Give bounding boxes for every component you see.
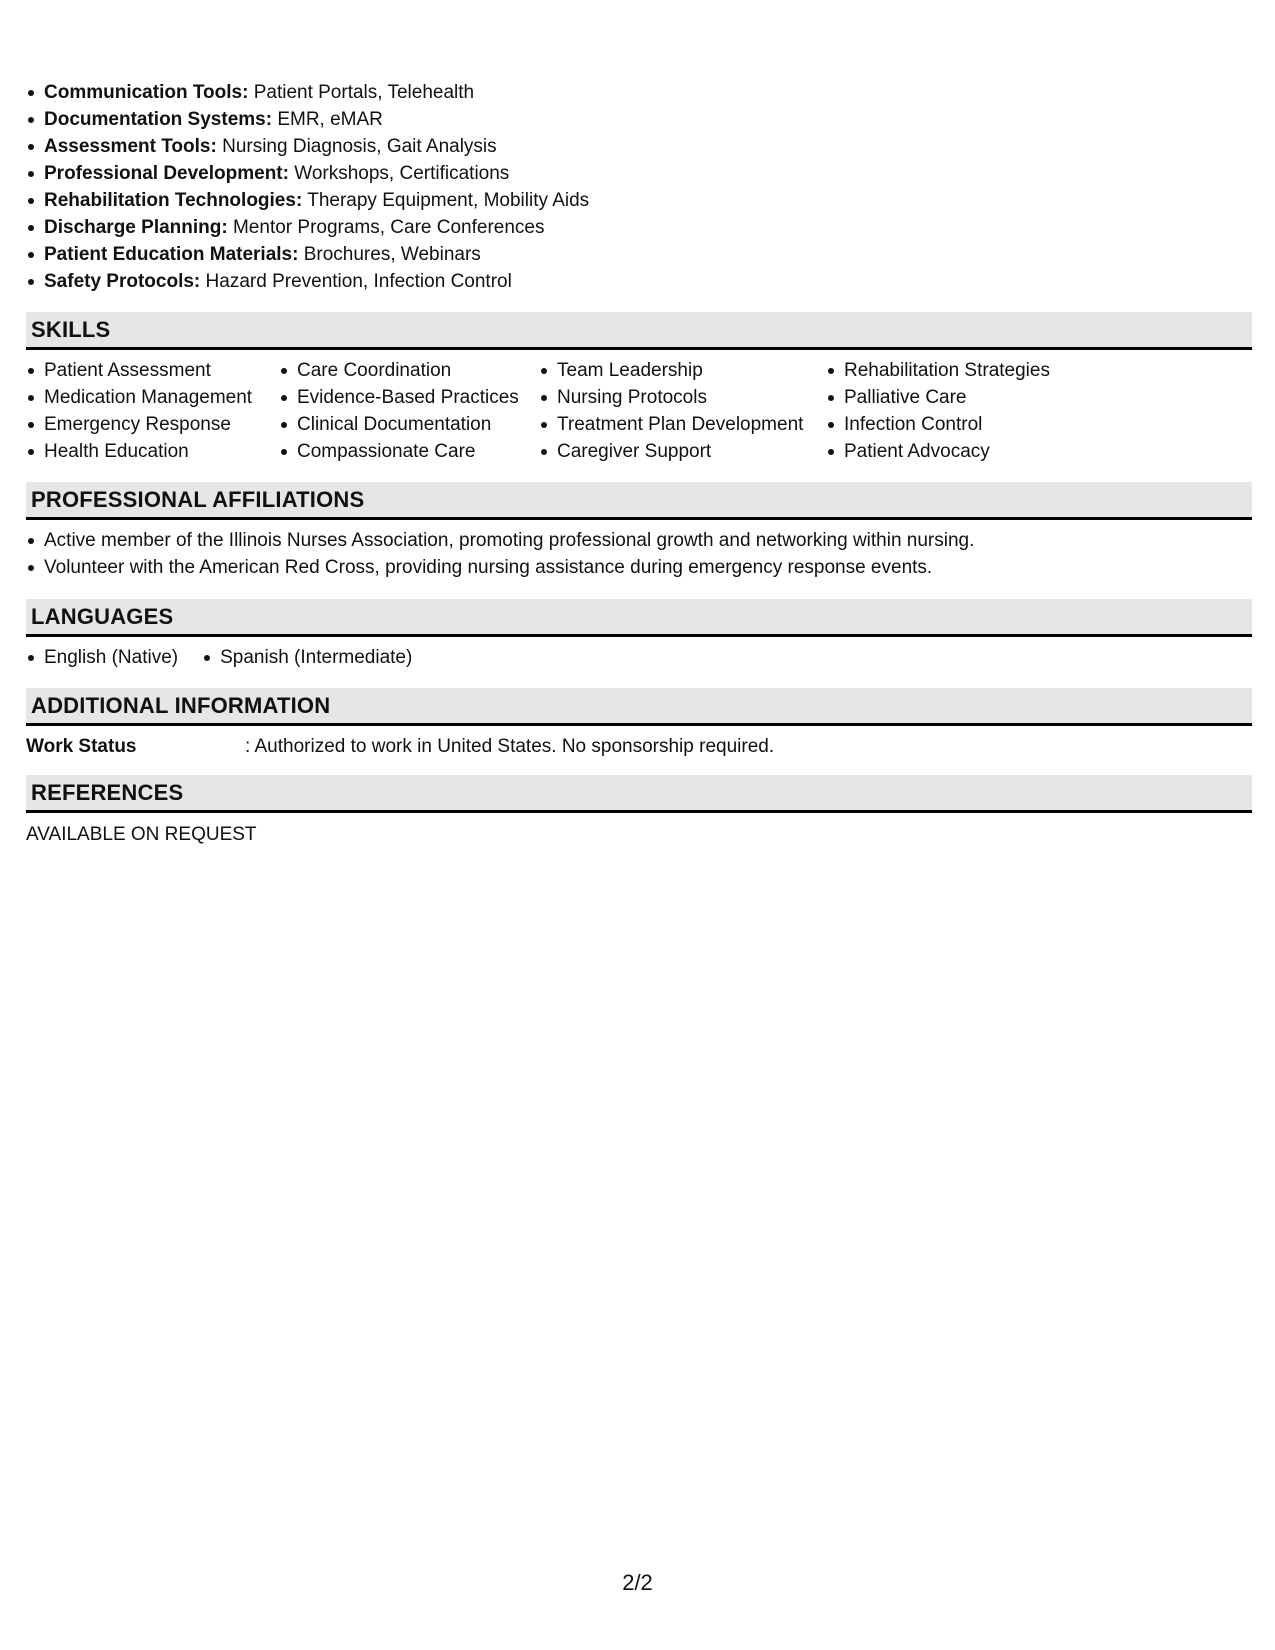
skills-column [826,357,1050,465]
list-item: Spanish (Intermediate) [202,644,412,671]
list-item: Clinical Documentation [279,411,519,438]
references-text: AVAILABLE ON REQUEST [26,824,257,845]
page-number: 2/2 [622,1570,653,1595]
list-item: Volunteer with the American Red Cross, providing nursing assistance during emergency response events. [26,554,974,581]
list-item [26,187,589,214]
tool-label: Assessment Tools: [44,136,217,157]
affiliations-section-header [26,482,1252,520]
list-item: Palliative Care [826,384,1050,411]
tool-value: EMR, eMAR [277,109,383,130]
tool-value: Therapy Equipment, Mobility Aids [307,190,590,211]
list-item: Emergency Response [26,411,252,438]
list-item: Caregiver Support [539,438,803,465]
list-item: Health Education [26,438,252,465]
tool-value: Mentor Programs, Care Conferences [232,217,545,238]
list-item: Evidence-Based Practices [279,384,519,411]
skills-column [26,357,252,465]
list-item: Infection Control [826,411,1050,438]
list-item [26,268,589,295]
tool-value: Brochures, Webinars [303,244,481,265]
list-item: Active member of the Illinois Nurses Association, promoting professional growth and networking within nursing. [26,527,974,554]
skills-column [539,357,803,465]
list-item: Rehabilitation Strategies [826,357,1050,384]
section-title: ADDITIONAL INFORMATION [31,693,331,718]
list-item: Patient Advocacy [826,438,1050,465]
work-status-value: : Authorized to work in United States. No sponsorship required. [245,736,775,757]
tool-label: Communication Tools: [44,82,249,103]
languages-list [26,644,436,671]
references-section-header [26,775,1252,813]
tool-value: Nursing Diagnosis, Gait Analysis [222,136,497,157]
list-item [26,133,589,160]
skills-section-header [26,312,1252,350]
tool-label: Professional Development: [44,163,289,184]
tool-value: Workshops, Certifications [294,163,510,184]
tool-label: Documentation Systems: [44,109,273,130]
list-item: Compassionate Care [279,438,519,465]
list-item: Nursing Protocols [539,384,803,411]
tool-value: Hazard Prevention, Infection Control [205,271,512,292]
skills-grid [26,357,1252,467]
tool-label: Safety Protocols: [44,271,201,292]
skills-column [279,357,519,465]
list-item: Medication Management [26,384,252,411]
list-item [26,241,589,268]
list-item [26,214,589,241]
section-title: REFERENCES [31,780,184,805]
affiliations-list [26,527,974,581]
tool-label: Rehabilitation Technologies: [44,190,303,211]
tool-value: Patient Portals, Telehealth [253,82,475,103]
list-item: Treatment Plan Development [539,411,803,438]
list-item: English (Native) [26,644,178,671]
list-item: Team Leadership [539,357,803,384]
list-item [26,106,589,133]
section-title: SKILLS [31,317,111,342]
section-title: LANGUAGES [31,604,174,629]
list-item [26,79,589,106]
section-title: PROFESSIONAL AFFILIATIONS [31,487,365,512]
list-item [26,160,589,187]
tool-label: Discharge Planning: [44,217,228,238]
additional-info-section-header [26,688,1252,726]
work-status-label: Work Status [26,736,137,757]
list-item: Patient Assessment [26,357,252,384]
tools-list [26,79,589,295]
list-item: Care Coordination [279,357,519,384]
languages-section-header [26,599,1252,637]
tool-label: Patient Education Materials: [44,244,299,265]
